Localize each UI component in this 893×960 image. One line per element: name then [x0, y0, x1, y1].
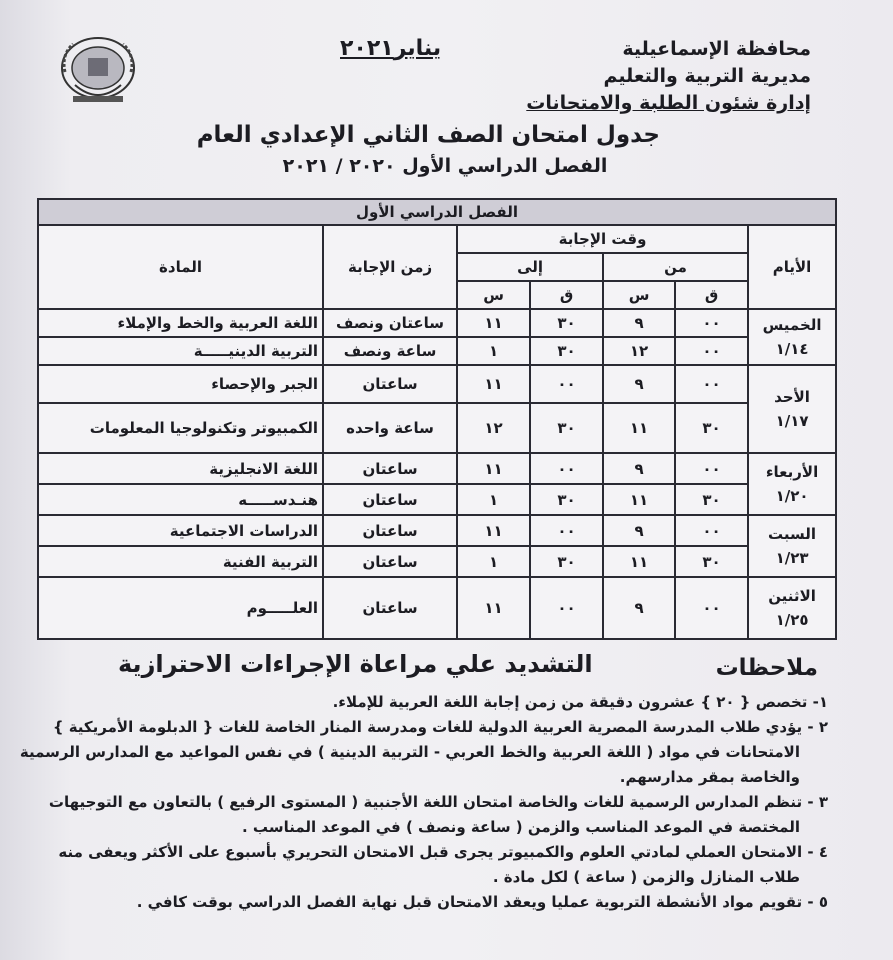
from-minute-cell: ٣٠ — [675, 546, 748, 577]
to-minute-cell: ٠٠ — [530, 577, 603, 639]
from-hour-cell: ٩ — [603, 309, 675, 337]
to-minute-header: ق — [530, 281, 603, 309]
to-minute-cell: ٣٠ — [530, 546, 603, 577]
to-hour-cell: ١ — [457, 546, 530, 577]
table-row — [38, 484, 836, 515]
subject-cell: الجبر والإحصاء — [38, 365, 323, 403]
duration-cell: ساعة ونصف — [323, 337, 457, 365]
from-minute-cell: ٣٠ — [675, 403, 748, 453]
directorate-label: مديرية التربية والتعليم — [603, 65, 811, 87]
day-name: الأحد — [774, 388, 810, 406]
day-cell — [748, 309, 836, 365]
day-date: ١/١٤ — [775, 340, 809, 358]
duration-cell: ساعتان — [323, 365, 457, 403]
note-continuation: المختصة في الموعد المناسب والزمن ( ساعة ونصف ) في الموعد المناسب . — [242, 818, 800, 836]
to-hour-cell: ١١ — [457, 309, 530, 337]
governorate-label: محافظة الإسماعيلية — [622, 38, 811, 60]
from-hour-cell: ١١ — [603, 403, 675, 453]
schedule-body — [38, 309, 836, 639]
to-hour-header: س — [457, 281, 530, 309]
day-date: ١/٢٠ — [775, 487, 809, 505]
duration-cell: ساعتان — [323, 577, 457, 639]
from-hour-cell: ٩ — [603, 515, 675, 546]
to-hour-cell: ١١ — [457, 365, 530, 403]
from-hour-header: س — [603, 281, 675, 309]
subject-cell: الكمبيوتر وتكنولوجيا المعلومات — [38, 403, 323, 453]
duration-cell: ساعتان — [323, 484, 457, 515]
answer-time-header: وقت الإجابة — [457, 225, 748, 253]
from-header: من — [603, 253, 748, 281]
term-header: الفصل الدراسي الأول — [38, 199, 836, 225]
day-name: الخميس — [762, 316, 822, 334]
notes-list — [19, 690, 828, 915]
day-name: الأربعاء — [765, 463, 819, 481]
notes-heading: ملاحظات — [715, 655, 818, 681]
from-minute-header: ق — [675, 281, 748, 309]
to-hour-cell: ١ — [457, 484, 530, 515]
from-minute-cell: ٠٠ — [675, 365, 748, 403]
schedule-subtitle: الفصل الدراسي الأول ٢٠٢٠ / ٢٠٢١ — [282, 155, 608, 177]
subject-cell: التربية الفنية — [38, 546, 323, 577]
note-continuation: والخاصة بمقر مدارسهم. — [619, 768, 800, 786]
duration-cell: ساعتان — [323, 515, 457, 546]
table-row — [38, 577, 836, 639]
table-row — [38, 403, 836, 453]
from-minute-cell: ٠٠ — [675, 577, 748, 639]
to-minute-cell: ٠٠ — [530, 453, 603, 484]
document-date: يناير٢٠٢١ — [340, 36, 442, 61]
table-row — [38, 309, 836, 337]
day-cell — [748, 577, 836, 639]
subject-cell: الدراسات الاجتماعية — [38, 515, 323, 546]
duration-header: زمن الإجابة — [323, 225, 457, 309]
to-minute-cell: ٣٠ — [530, 337, 603, 365]
note-item: ٥ - تقويم مواد الأنشطة التربوية عمليا ويعقد الامتحان قبل نهاية الفصل الدراسي بوقت كافي . — [136, 893, 828, 911]
day-cell — [748, 453, 836, 515]
issuer-header — [451, 36, 811, 117]
table-row — [38, 365, 836, 403]
table-row — [38, 337, 836, 365]
exam-schedule-table — [37, 198, 837, 640]
note-continuation: الامتحانات في مواد ( اللغة العربية والخط العربي - التربية الدينية ) في نفس المواعيد مع المدارس الرسمية — [19, 743, 800, 761]
table-row — [38, 453, 836, 484]
day-cell — [748, 365, 836, 453]
table-row — [38, 546, 836, 577]
precautions-emphasis: التشديد علي مراعاة الإجراءات الاحترازية — [118, 650, 593, 678]
days-header: الأيام — [748, 225, 836, 309]
from-hour-cell: ١٢ — [603, 337, 675, 365]
schedule-title: جدول امتحان الصف الثاني الإعدادي العام — [196, 122, 660, 148]
table-row — [38, 515, 836, 546]
day-date: ١/١٧ — [775, 412, 809, 430]
department-label: إدارة شئون الطلبة والامتحانات — [526, 92, 811, 114]
duration-cell: ساعتان — [323, 453, 457, 484]
to-minute-cell: ٣٠ — [530, 309, 603, 337]
from-minute-cell: ٠٠ — [675, 515, 748, 546]
to-header: إلى — [457, 253, 603, 281]
to-minute-cell: ٠٠ — [530, 515, 603, 546]
subject-cell: العلـــــوم — [38, 577, 323, 639]
from-hour-cell: ٩ — [603, 365, 675, 403]
to-minute-cell: ٣٠ — [530, 484, 603, 515]
subject-cell: اللغة الانجليزية — [38, 453, 323, 484]
duration-cell: ساعتان — [323, 546, 457, 577]
from-hour-cell: ١١ — [603, 484, 675, 515]
to-hour-cell: ١٢ — [457, 403, 530, 453]
subject-cell: هنـدســـــه — [38, 484, 323, 515]
subject-header: المادة — [38, 225, 323, 309]
to-hour-cell: ١١ — [457, 515, 530, 546]
to-minute-cell: ٠٠ — [530, 365, 603, 403]
from-hour-cell: ٩ — [603, 577, 675, 639]
duration-cell: ساعتان ونصف — [323, 309, 457, 337]
day-name: الاثنين — [768, 587, 816, 605]
note-item: ١- تخصص { ٢٠ } عشرون دقيقة من زمن إجابة اللغة العربية للإملاء. — [332, 693, 828, 711]
to-hour-cell: ١١ — [457, 453, 530, 484]
from-hour-cell: ١١ — [603, 546, 675, 577]
to-minute-cell: ٣٠ — [530, 403, 603, 453]
day-date: ١/٢٣ — [775, 549, 809, 567]
to-hour-cell: ١ — [457, 337, 530, 365]
day-cell — [748, 515, 836, 577]
note-item: ٤ - الامتحان العملي لمادتي العلوم والكمبيوتر يجرى قبل الامتحان التحريري بأسبوع على الأكثر ويعفى منه — [58, 843, 828, 861]
from-minute-cell: ٠٠ — [675, 309, 748, 337]
ministry-seal-logo — [55, 30, 141, 110]
to-hour-cell: ١١ — [457, 577, 530, 639]
subject-cell: التربية الدينيـــــة — [38, 337, 323, 365]
from-minute-cell: ٠٠ — [675, 453, 748, 484]
subject-cell: اللغة العربية والخط والإملاء — [38, 309, 323, 337]
day-name: السبت — [768, 525, 817, 543]
note-item: ٣ - تنظم المدارس الرسمية للغات والخاصة امتحان اللغة الأجنبية ( المستوى الرفيع ) بالتعاون مع التوجيهات — [48, 793, 828, 811]
note-item: ٢ - يؤدي طلاب المدرسة المصرية العربية الدولية للغات ومدرسة المنار الخاصة للغات { الدبلومة الأمريكية } — [52, 718, 828, 736]
day-date: ١/٢٥ — [775, 611, 809, 629]
from-minute-cell: ٠٠ — [675, 337, 748, 365]
duration-cell: ساعة واحده — [323, 403, 457, 453]
from-hour-cell: ٩ — [603, 453, 675, 484]
note-continuation: طلاب المنازل والزمن ( ساعة ) لكل مادة . — [492, 868, 800, 886]
from-minute-cell: ٣٠ — [675, 484, 748, 515]
